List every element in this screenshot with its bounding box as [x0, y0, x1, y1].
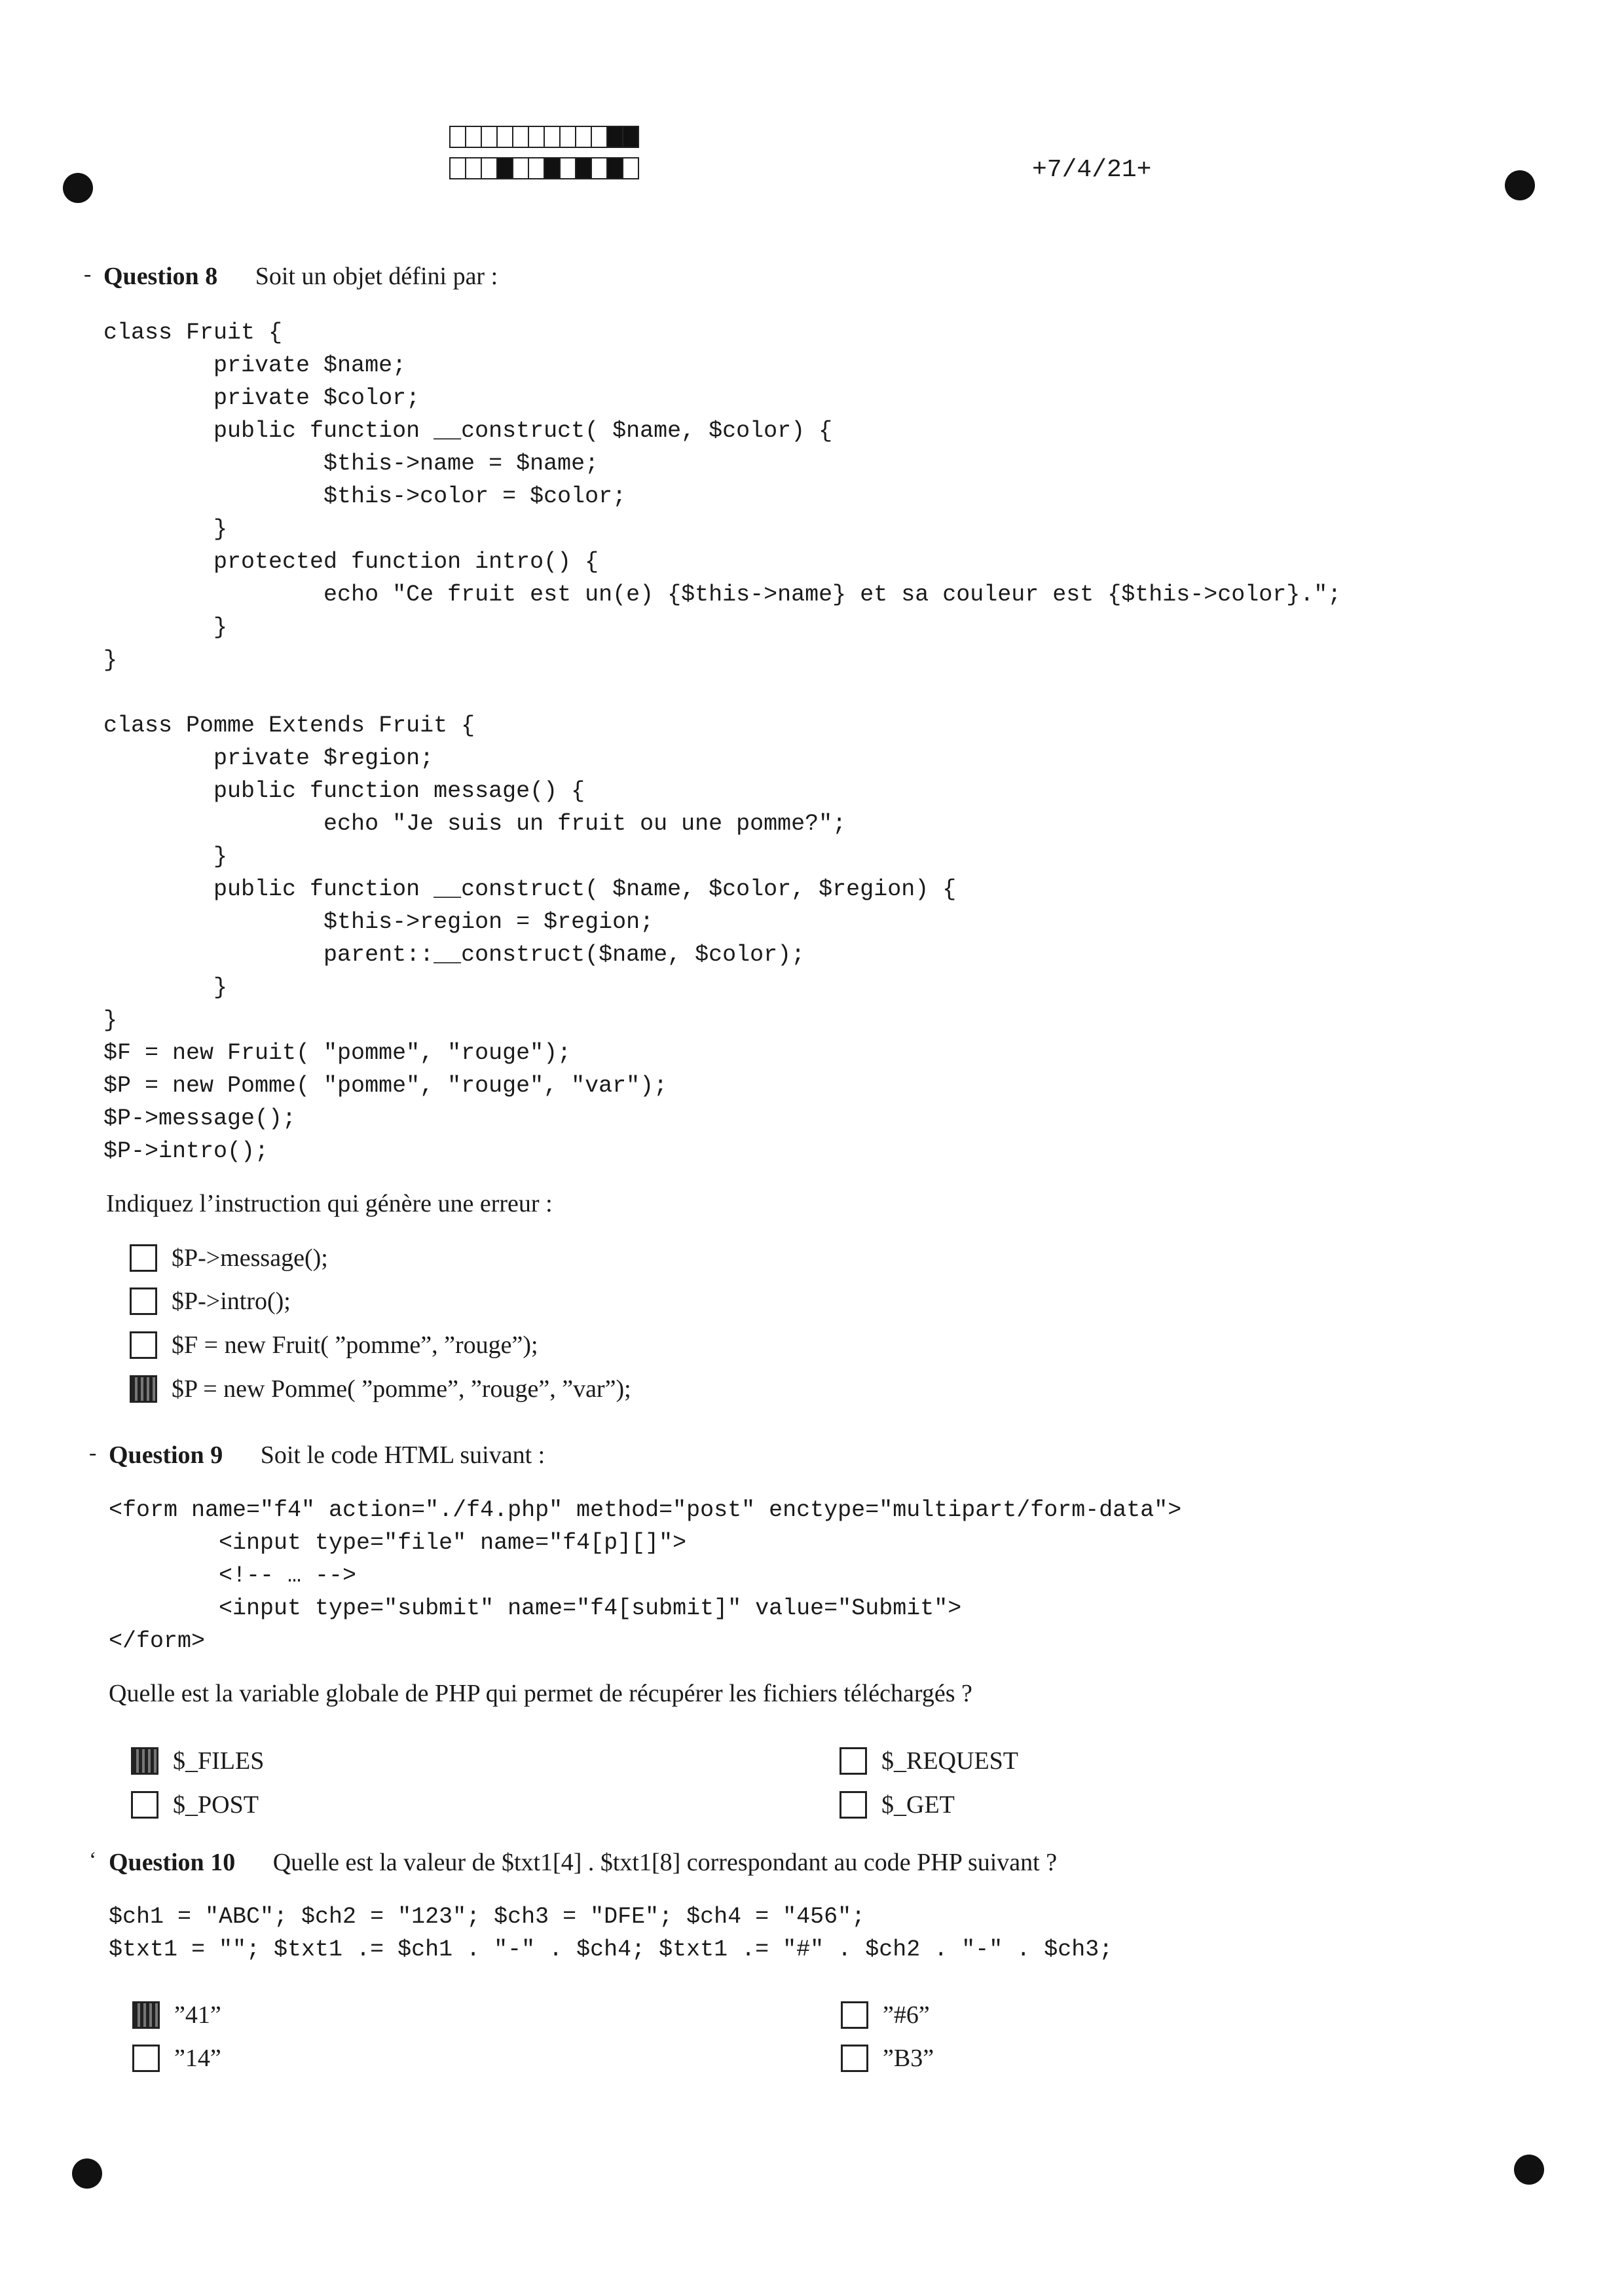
page-code: +7/4/21+ — [1032, 156, 1152, 184]
q8-choice-1-label: $P->message(); — [172, 1244, 328, 1272]
q9-choice-post-checkbox[interactable] — [131, 1791, 158, 1819]
question-8-label: Question 8 — [103, 263, 218, 290]
q10-choice-hash6-label: ”#6” — [883, 2001, 930, 2029]
barcode-bottom-cell — [622, 157, 639, 179]
barcode-top-row — [449, 126, 638, 148]
barcode-bottom-cell — [449, 157, 466, 179]
q8-choice-4[interactable] — [130, 1373, 631, 1405]
q9-choice-files-checkbox[interactable] — [131, 1747, 158, 1775]
barcode-bottom-cell — [496, 157, 513, 179]
q10-choice-hash6-checkbox[interactable] — [841, 2001, 868, 2029]
q8-choice-2[interactable] — [130, 1285, 291, 1318]
question-10-code: $ch1 = "ABC"; $ch2 = "123"; $ch3 = "DFE"; $ch4 = "456"; $txt1 = ""; $txt1 .= $ch1 . "-" . $ch4; $txt1 .= "#" . $ch2 . "-" . $ch3; — [109, 1904, 1113, 1963]
q8-choice-1[interactable] — [130, 1242, 328, 1274]
question-10-label: Question 10 — [109, 1849, 236, 1876]
q9-choice-post-label: $_POST — [173, 1791, 259, 1819]
q10-choice-hash6[interactable] — [841, 1999, 930, 2031]
registration-mark-bottom-right — [1514, 2155, 1544, 2185]
q9-choice-get[interactable] — [840, 1788, 955, 1821]
barcode-bottom-cell — [481, 157, 498, 179]
question-10-text: Quelle est la valeur de $txt1[4] . $txt1[8] correspondant au code PHP suivant ? — [272, 1849, 1058, 1876]
q10-choice-b3-label: ”B3” — [883, 2045, 934, 2072]
barcode-bottom-cell — [512, 157, 529, 179]
q9-choice-post[interactable] — [131, 1788, 259, 1821]
question-10-header — [89, 1848, 1058, 1877]
question-9-prompt: Quelle est la variable globale de PHP qui permet de récupérer les fichiers téléchargés ? — [109, 1680, 972, 1707]
q9-choice-files-label: $_FILES — [173, 1747, 265, 1775]
barcode-bottom-cell — [575, 157, 592, 179]
barcode-top-cell — [575, 126, 592, 148]
question-8-text: Soit un objet défini par : — [255, 263, 498, 290]
barcode-top-cell — [622, 126, 639, 148]
barcode-bottom-row — [449, 157, 638, 179]
barcode-top-cell — [512, 126, 529, 148]
q10-choice-41-label: ”41” — [174, 2001, 221, 2029]
question-9-header — [89, 1441, 545, 1470]
question-8-header — [84, 262, 498, 291]
barcode-top-cell — [591, 126, 608, 148]
q10-choice-14-label: ”14” — [174, 2045, 221, 2072]
q9-choice-get-label: $_GET — [881, 1791, 955, 1819]
barcode-bottom-cell — [591, 157, 608, 179]
registration-mark-top-left — [63, 173, 93, 203]
q10-choice-41[interactable] — [132, 1999, 221, 2031]
barcode-bottom-cell — [544, 157, 561, 179]
barcode-top-cell — [559, 126, 576, 148]
question-9-code: <form name="f4" action="./f4.php" method="post" enctype="multipart/form-data"> <input type="file" name="f4[p][]"> <!-- … --> <input type="submit" name="f4[submit]" value="Submit"> </form> — [109, 1497, 1182, 1654]
question-9-marker: - — [89, 1441, 97, 1465]
q10-choice-14[interactable] — [132, 2042, 221, 2075]
q8-choice-2-checkbox[interactable] — [130, 1287, 157, 1315]
q9-choice-request-label: $_REQUEST — [881, 1747, 1018, 1775]
registration-mark-bottom-left — [72, 2158, 102, 2189]
q10-choice-b3[interactable] — [841, 2042, 934, 2075]
q10-choice-b3-checkbox[interactable] — [841, 2045, 868, 2072]
q9-choice-request-checkbox[interactable] — [840, 1747, 867, 1775]
barcode-bottom-cell — [606, 157, 623, 179]
q10-choice-14-checkbox[interactable] — [132, 2045, 160, 2072]
q8-choice-3-checkbox[interactable] — [130, 1331, 157, 1359]
q9-choice-get-checkbox[interactable] — [840, 1791, 867, 1819]
q9-choice-request[interactable] — [840, 1745, 1018, 1777]
q8-choice-1-checkbox[interactable] — [130, 1244, 157, 1272]
question-9-label: Question 9 — [109, 1441, 223, 1469]
q8-choice-3-label: $F = new Fruit( ”pomme”, ”rouge”); — [172, 1331, 538, 1359]
barcode-top-cell — [496, 126, 513, 148]
question-8-marker: - — [84, 262, 92, 286]
barcode-top-cell — [544, 126, 561, 148]
q8-choice-4-label: $P = new Pomme( ”pomme”, ”rouge”, ”var”); — [172, 1375, 631, 1403]
barcode-top-cell — [449, 126, 466, 148]
barcode-top-cell — [528, 126, 545, 148]
q10-choice-41-checkbox[interactable] — [132, 2001, 160, 2029]
barcode-bottom-cell — [528, 157, 545, 179]
barcode-top-cell — [606, 126, 623, 148]
barcode-top-cell — [465, 126, 482, 148]
q9-choice-files[interactable] — [131, 1745, 264, 1777]
question-9-text: Soit le code HTML suivant : — [260, 1441, 545, 1469]
question-10-marker: ‘ — [89, 1848, 97, 1872]
barcode-top-cell — [481, 126, 498, 148]
q8-choice-2-label: $P->intro(); — [172, 1287, 291, 1315]
q8-choice-3[interactable] — [130, 1329, 538, 1361]
q8-choice-4-checkbox[interactable] — [130, 1375, 157, 1403]
question-8-code: class Fruit { private $name; private $color; public function __construct( $name, $color) { $this->name = $name; $this->color = $color; } protected function intro() { echo "Ce fruit est un(e) {$this->name} et sa couleur est {$this->color}."; } } class Pomme Extends Fruit { private $region; public function message() { echo "Je suis un fruit ou une pomme?"; } public function __construct( $name, $color, $region) { $this->region = $region; parent::__construct($name, $color); } } $F = new Fruit( "pomme", "rouge"); $P = new Pomme( "pomme", "rouge", "var"); $P->message(); $P->intro(); — [103, 320, 1342, 1164]
barcode-bottom-cell — [559, 157, 576, 179]
registration-mark-top-right — [1505, 170, 1535, 200]
barcode-bottom-cell — [465, 157, 482, 179]
question-8-prompt: Indiquez l’instruction qui génère une erreur : — [106, 1190, 553, 1217]
